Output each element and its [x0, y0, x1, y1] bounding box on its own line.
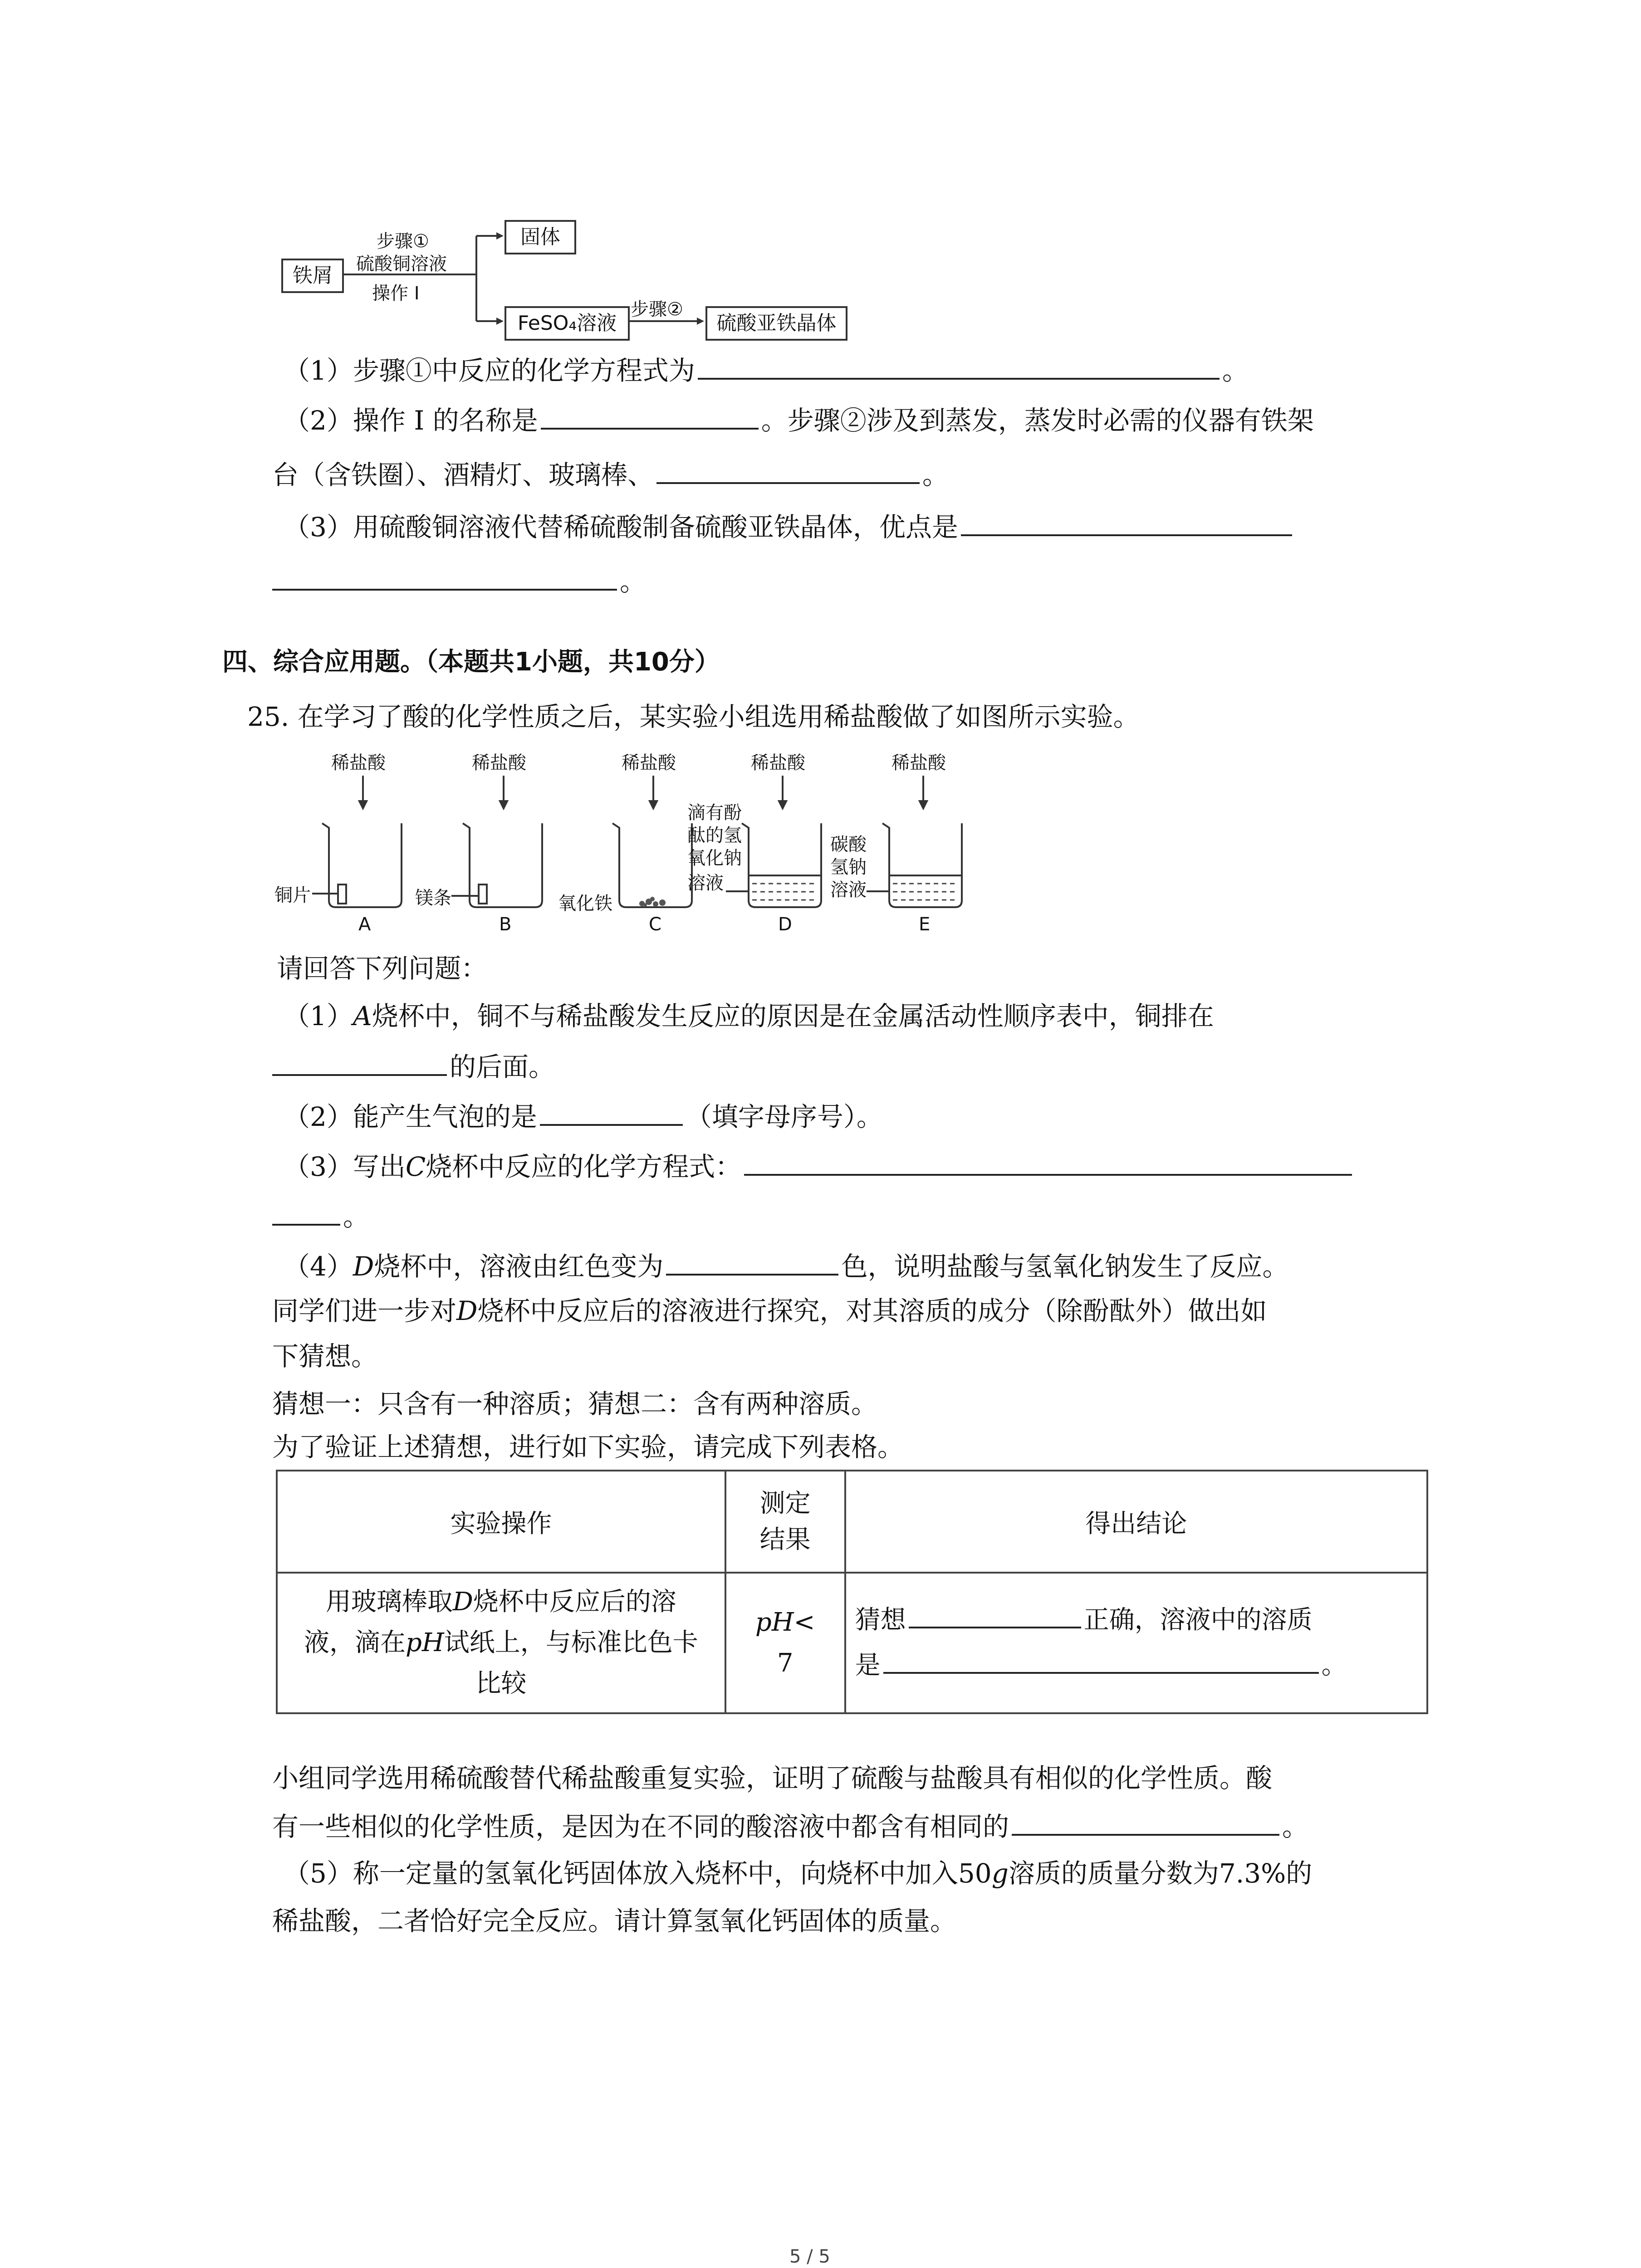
answer-blank[interactable] — [272, 1048, 447, 1076]
naoh-label-3: 氧化钠 — [687, 848, 742, 869]
q25-part5-text-a: （5）称一定量的氢氧化钙固体放入烧杯中，向烧杯中加入 — [284, 1858, 958, 1889]
op-var-d: D — [452, 1587, 473, 1617]
q25-part3-cont — [272, 1198, 369, 1235]
header-result-line2: 结果 — [759, 1525, 811, 1554]
op-text-2b: 试纸上，与标准比色卡 — [444, 1628, 698, 1657]
q25-part5-cont: 稀盐酸，二者恰好完全反应。请计算氢氧化钙固体的质量。 — [272, 1906, 957, 1936]
answer-blank[interactable] — [883, 1646, 1319, 1674]
q25-part1 — [284, 998, 1214, 1034]
cell-result — [725, 1573, 845, 1713]
result-symbol: < — [794, 1608, 815, 1637]
q24-part3-end: 。 — [620, 566, 647, 597]
solid-label: 固体 — [520, 225, 560, 249]
q25-part5-text-b: 溶质的质量分数为7.3%的 — [1008, 1858, 1313, 1889]
var-a: A — [353, 1001, 372, 1031]
header-operation: 实验操作 — [277, 1471, 725, 1573]
q24-part1-end: 。 — [1222, 355, 1249, 386]
q25-part3 — [284, 1148, 1355, 1185]
flow-diagram — [272, 213, 907, 349]
q25-part3-text: 烧杯中反应的化学方程式： — [426, 1151, 742, 1182]
after-table-line2 — [272, 1808, 1308, 1845]
beaker-label-a: A — [358, 914, 371, 935]
reagent-label: 硫酸铜溶液 — [356, 254, 447, 274]
q25-part2 — [284, 1098, 883, 1135]
header-result-line1: 测定 — [759, 1488, 811, 1518]
op-text-1a: 用玻璃棒取 — [325, 1587, 453, 1617]
iron-oxide-label: 氧化铁 — [558, 893, 612, 914]
q25-part4-line3: 下猜想。 — [272, 1341, 378, 1372]
q24-part1-text: （1）步骤①中反应的化学方程式为 — [284, 355, 695, 386]
q25-part4-text-b: 色，说明盐酸与氢氧化钠发生了反应。 — [841, 1251, 1289, 1282]
acid-label-b: 稀盐酸 — [472, 753, 526, 773]
answer-blank[interactable] — [961, 508, 1292, 536]
conclusion-text-2a: 是 — [855, 1651, 881, 1680]
answer-prompt: 请回答下列问题： — [277, 953, 488, 984]
iron-scraps-box — [281, 259, 344, 293]
beaker-diagram — [272, 739, 975, 943]
q24-part3-cont — [272, 562, 646, 600]
feso4-label: FeSO₄溶液 — [517, 312, 617, 335]
mass-value: 50 — [958, 1858, 992, 1889]
answer-blank[interactable] — [909, 1600, 1081, 1628]
q25-part2-text-b: （填字母序号）。 — [685, 1101, 883, 1132]
q24-part2-end: 。 — [922, 459, 949, 490]
magnesium-label: 镁条 — [415, 888, 451, 909]
cell-conclusion — [845, 1573, 1427, 1713]
var-d: D — [353, 1251, 374, 1282]
q25-part1-end: 的后面。 — [450, 1051, 555, 1082]
var-d-2: D — [456, 1295, 478, 1326]
result-number: 7 — [777, 1648, 794, 1678]
table-header-row — [277, 1471, 1427, 1573]
crystal-label: 硫酸亚铁晶体 — [716, 312, 837, 335]
answer-blank[interactable] — [666, 1247, 838, 1276]
q25-part4-line2 — [272, 1293, 1267, 1329]
q25-part3-end: 。 — [343, 1201, 370, 1232]
experiment-table — [276, 1470, 1428, 1714]
q25-part1-text: 烧杯中，铜不与稀盐酸发生反应的原因是在金属活动性顺序表中，铜排在 — [372, 1001, 1214, 1031]
op-text-1b: 烧杯中反应后的溶 — [473, 1587, 676, 1617]
guess-line: 猜想一：只含有一种溶质；猜想二：含有两种溶质。 — [272, 1388, 878, 1419]
section4-heading: 四、综合应用题。（本题共1小题，共10分） — [222, 647, 720, 677]
solid-box — [505, 220, 576, 254]
step2-label: 步骤② — [631, 299, 683, 320]
op-text-2a: 液，滴在 — [304, 1628, 406, 1657]
answer-blank[interactable] — [656, 456, 920, 484]
cell-operation — [277, 1573, 725, 1713]
q25-part4 — [284, 1247, 1288, 1285]
naoh-label-4: 溶液 — [687, 873, 724, 894]
answer-blank[interactable] — [272, 1198, 340, 1226]
answer-blank[interactable] — [744, 1148, 1352, 1176]
q24-part2-text-b: 。步骤②涉及到蒸发，蒸发时必需的仪器有铁架 — [761, 405, 1314, 436]
q25-part4-num: （4） — [284, 1251, 353, 1282]
verify-line: 为了验证上述猜想，进行如下实验，请完成下列表格。 — [272, 1432, 904, 1462]
acid-label-a: 稀盐酸 — [331, 753, 386, 773]
copper-label: 铜片 — [274, 885, 311, 906]
op-var-ph: pH — [406, 1628, 444, 1657]
answer-blank[interactable] — [272, 562, 617, 591]
answer-blank[interactable] — [1012, 1808, 1279, 1836]
var-c: C — [405, 1151, 426, 1182]
q25-part1-cont — [272, 1048, 555, 1085]
after-table-end: 。 — [1282, 1811, 1309, 1842]
q24-part1 — [284, 352, 1249, 389]
nahco3-label-3: 溶液 — [830, 880, 867, 900]
acid-label-d: 稀盐酸 — [751, 753, 805, 773]
conclusion-text-1b: 正确，溶液中的溶质 — [1083, 1605, 1313, 1635]
q25-intro: 25. 在学习了酸的化学性质之后，某实验小组选用稀盐酸做了如图所示实验。 — [247, 701, 1140, 732]
iron-scraps-label: 铁屑 — [293, 264, 333, 287]
beaker-label-c: C — [649, 914, 661, 935]
q25-part2-text-a: （2）能产生气泡的是 — [284, 1101, 537, 1132]
q24-part2 — [284, 401, 1314, 439]
q25-part5 — [284, 1855, 1312, 1892]
conclusion-end: 。 — [1321, 1651, 1347, 1680]
step1-label: 步骤① — [377, 231, 429, 252]
naoh-label-1: 滴有酚 — [687, 802, 742, 823]
result-ph: pH — [755, 1608, 794, 1637]
operation-label: 操作 I — [372, 283, 420, 304]
feso4-box — [505, 306, 630, 341]
table-row — [277, 1573, 1427, 1713]
q24-part3-text: （3）用硫酸铜溶液代替稀硫酸制备硫酸亚铁晶体，优点是 — [284, 512, 958, 543]
mass-unit: g — [991, 1858, 1009, 1889]
q24-part2-cont — [272, 456, 949, 493]
q25-part4-text-c: 同学们进一步对 — [272, 1295, 457, 1326]
nahco3-label-2: 氢钠 — [830, 857, 867, 878]
q25-part4-text-d: 烧杯中反应后的溶液进行探究，对其溶质的成分（除酚酞外）做出如 — [477, 1295, 1267, 1326]
q24-part2-text-a: （2）操作 I 的名称是 — [284, 405, 538, 436]
q25-part1-num: （1） — [284, 1001, 353, 1031]
after-table-text: 有一些相似的化学性质，是因为在不同的酸溶液中都含有相同的 — [272, 1811, 1009, 1842]
conclusion-text-1a: 猜想 — [855, 1605, 906, 1635]
answer-blank[interactable] — [540, 1098, 683, 1126]
header-result — [725, 1471, 845, 1573]
after-table-line1: 小组同学选用稀硫酸替代稀盐酸重复实验，证明了硫酸与盐酸具有相似的化学性质。酸 — [272, 1763, 1273, 1794]
crystal-box — [705, 306, 847, 341]
nahco3-label-1: 碳酸 — [830, 834, 867, 855]
acid-label-c: 稀盐酸 — [622, 753, 676, 773]
q24-part3 — [284, 508, 1295, 545]
acid-label-e: 稀盐酸 — [892, 753, 946, 773]
beaker-label-b: B — [499, 914, 512, 935]
op-text-3: 比较 — [475, 1669, 527, 1698]
naoh-label-2: 酞的氢 — [687, 825, 742, 846]
answer-blank[interactable] — [541, 401, 759, 430]
header-conclusion: 得出结论 — [845, 1471, 1427, 1573]
q25-part4-text-a: 烧杯中，溶液由红色变为 — [374, 1251, 664, 1282]
q24-part2-text-c: 台（含铁圈）、酒精灯、玻璃棒、 — [272, 459, 654, 490]
beaker-label-d: D — [778, 914, 792, 935]
answer-blank[interactable] — [698, 352, 1220, 380]
page-number: 5 / 5 — [789, 2246, 830, 2267]
q25-part3-pre: （3）写出 — [284, 1151, 406, 1182]
beaker-label-e: E — [919, 914, 931, 935]
